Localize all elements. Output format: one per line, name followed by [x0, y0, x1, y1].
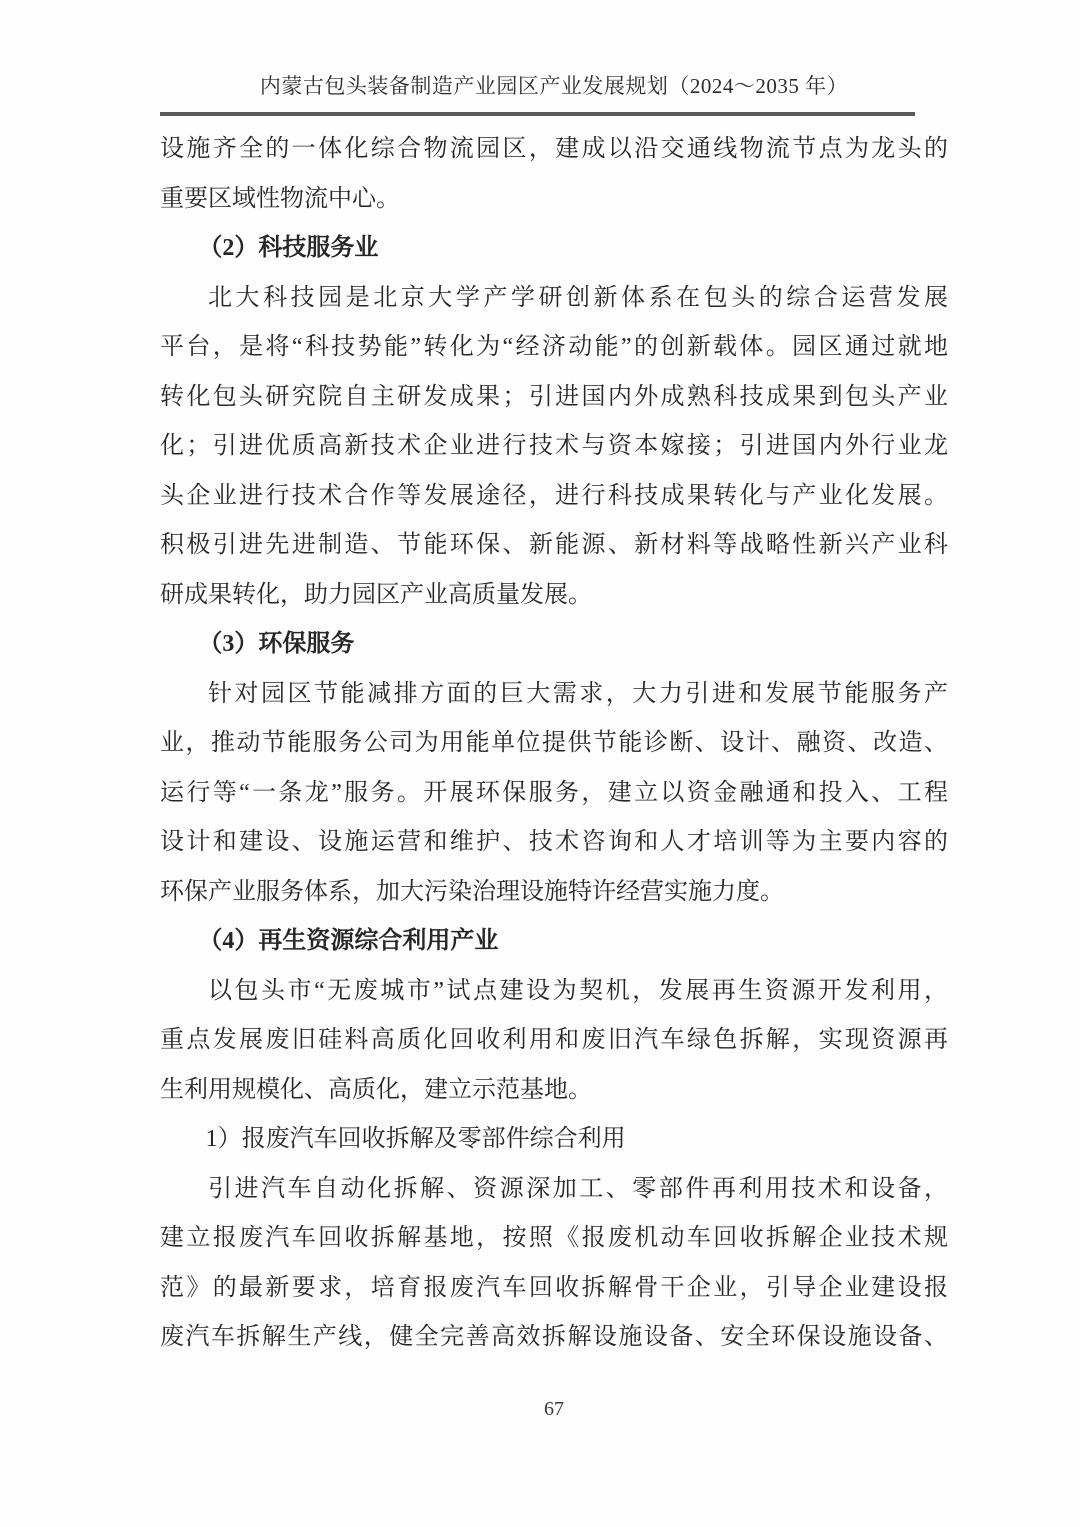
body-line: 针对园区节能减排方面的巨大需求，大力引进和发展节能服务产 [208, 680, 948, 707]
body-line: 转化包头研究院自主研发成果；引进国内外成熟科技成果到包头产业 [160, 383, 948, 410]
document-header-title: 内蒙古包头装备制造产业园区产业发展规划（2024～2035 年） [259, 74, 849, 98]
body-line: 范》的最新要求，培育报废汽车回收拆解骨干企业，引导企业建设报 [160, 1274, 948, 1301]
body-line: 重点发展废旧硅料高质化回收利用和废旧汽车绿色拆解，实现资源再 [160, 1027, 948, 1053]
section-heading-4: （4）再生资源综合利用产业 [198, 928, 499, 954]
body-line: 重要区域性物流中心。 [160, 185, 400, 212]
body-line: 引进汽车自动化拆解、资源深加工、零部件再利用技术和设备， [208, 1175, 948, 1202]
body-line: 设计和建设、设施运营和维护、技术咨询和人才培训等为主要内容的 [160, 829, 948, 855]
section-heading-3: （3）环保服务 [198, 631, 355, 657]
body-line: 环保产业服务体系，加大污染治理设施特许经营实施力度。 [160, 878, 784, 905]
body-line: 平台，是将“科技势能”转化为“经济动能”的创新载体。园区通过就地 [160, 334, 948, 360]
page-number: 67 [544, 1398, 564, 1420]
body-line: 积极引进先进制造、节能环保、新能源、新材料等战略性新兴产业科 [160, 532, 948, 558]
header-divider-rule [160, 112, 915, 116]
body-line: 设施齐全的一体化综合物流园区，建成以沿交通线物流节点为龙头的 [160, 136, 948, 162]
body-line: 建立报废汽车回收拆解基地，按照《报废机动车回收拆解企业技术规 [160, 1225, 948, 1251]
body-line: 废汽车拆解生产线，健全完善高效拆解设施设备、安全环保设施设备、 [160, 1324, 948, 1350]
body-line: 头企业进行技术合作等发展途径，进行科技成果转化与产业化发展。 [160, 482, 948, 509]
body-line: 运行等“一条龙”服务。开展环保服务，建立以资金融通和投入、工程 [160, 779, 948, 806]
body-line: 业，推动节能服务公司为用能单位提供节能诊断、设计、融资、改造、 [160, 730, 948, 756]
body-line: 研成果转化，助力园区产业高质量发展。 [160, 581, 592, 608]
body-line: 生利用规模化、高质化，建立示范基地。 [160, 1076, 592, 1103]
section-heading-2: （2）科技服务业 [198, 235, 379, 261]
subsection-heading-1: 1）报废汽车回收拆解及零部件综合利用 [205, 1126, 626, 1152]
body-line: 以包头市“无废城市”试点建设为契机，发展再生资源开发利用， [208, 977, 948, 1004]
body-line: 化；引进优质高新技术企业进行技术与资本嫁接；引进国内外行业龙 [160, 433, 948, 459]
document-body [160, 125, 948, 1363]
body-line: 北大科技园是北京大学产学研创新体系在包头的综合运营发展 [208, 284, 948, 311]
